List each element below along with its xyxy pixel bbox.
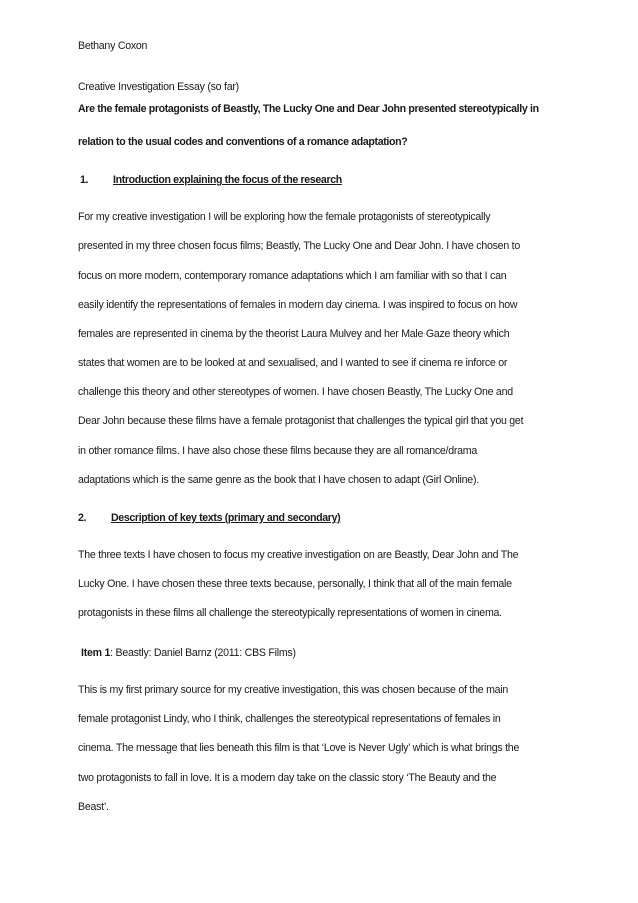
research-question-line-1: Are the female protagonists of Beastly, The Lucky One and Dear John presented stereotypically in xyxy=(78,103,539,115)
paragraph-line: Dear John because these films have a female protagonist that challenges the typical girl that you get xyxy=(78,415,524,427)
paragraph-line: states that women are to be looked at and sexualised, and I wanted to see if cinema re inforce or xyxy=(78,357,508,369)
section-2-heading xyxy=(78,512,340,524)
item-1-citation: : Beastly: Daniel Barnz (2011: CBS Films) xyxy=(110,647,296,659)
section-1-title: Introduction explaining the focus of the research xyxy=(113,174,342,186)
paragraph-line: focus on more modern, contemporary romance adaptations which I am familiar with so that I can xyxy=(78,270,507,282)
section-2-number: 2. xyxy=(78,512,87,524)
document-label: Creative Investigation Essay (so far) xyxy=(78,81,239,93)
paragraph-line: adaptations which is the same genre as the book that I have chosen to adapt (Girl Online). xyxy=(78,474,479,486)
paragraph-line: cinema. The message that lies beneath this film is that ‘Love is Never Ugly’ which is what brings the xyxy=(78,742,520,754)
paragraph-line: protagonists in these films all challenge the stereotypically representations of women in cinema. xyxy=(78,607,502,619)
paragraph-line: For my creative investigation I will be exploring how the female protagonists of stereotypically xyxy=(78,211,491,223)
paragraph-line: challenge this theory and other stereotypes of women. I have chosen Beastly, The Lucky One and xyxy=(78,386,513,398)
paragraph-line: presented in my three chosen focus films; Beastly, The Lucky One and Dear John. I have chosen to xyxy=(78,240,520,252)
section-1-number: 1. xyxy=(80,174,89,186)
section-1-heading xyxy=(80,174,342,186)
paragraph-line: This is my first primary source for my creative investigation, this was chosen because of the main xyxy=(78,684,509,696)
item-1-label: Item 1 xyxy=(81,647,111,659)
section-2-title: Description of key texts (primary and secondary) xyxy=(111,512,341,524)
paragraph-line: easily identify the representations of females in modern day cinema. I was inspired to focus on how xyxy=(78,299,518,311)
paragraph-line: The three texts I have chosen to focus my creative investigation on are Beastly, Dear John and The xyxy=(78,549,519,561)
paragraph-line: Beast’. xyxy=(78,801,109,813)
paragraph-line: female protagonist Lindy, who I think, challenges the stereotypical representations of females in xyxy=(78,713,501,725)
paragraph-line: two protagonists to fall in love. It is a modern day take on the classic story ‘The Beauty and the xyxy=(78,772,497,784)
author-name: Bethany Coxon xyxy=(78,40,148,52)
item-1-heading xyxy=(81,647,296,659)
paragraph-line: in other romance films. I have also chose these films because they are all romance/drama xyxy=(78,445,478,457)
paragraph-line: females are represented in cinema by the theorist Laura Mulvey and her Male Gaze theory which xyxy=(78,328,510,340)
research-question-line-2: relation to the usual codes and conventions of a romance adaptation? xyxy=(78,136,408,148)
paragraph-line: Lucky One. I have chosen these three texts because, personally, I think that all of the main female xyxy=(78,578,512,590)
